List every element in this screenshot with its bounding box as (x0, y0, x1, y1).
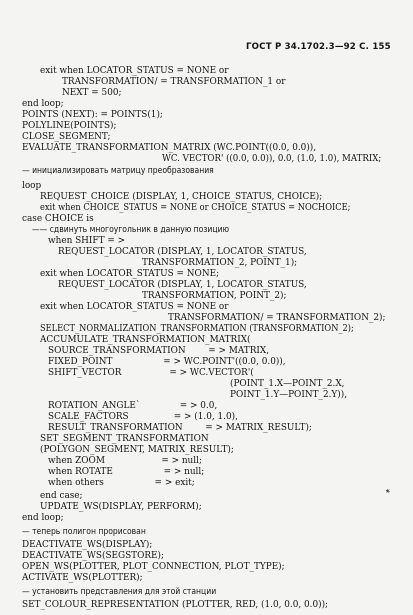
code-line: CLOSE_SEGMENT; (22, 132, 111, 142)
code-line: WC. VECTOR' ((0.0, 0.0)), 0.0, (1.0, 1.0), MATRIX; (162, 154, 382, 164)
comment-line: —— сдвинуть многоугольник в данную позицию (32, 225, 230, 235)
code-line: OPEN_WS(PLOTTER, PLOT_CONNECTION, PLOT_TYPE); (22, 562, 285, 572)
code-line: loop (22, 181, 42, 191)
code-line: when SHIFT = > (48, 236, 126, 246)
code-line: TRANSFORMATION/ = TRANSFORMATION_2); (168, 313, 386, 323)
code-line: FIXED_POINT = > WC.POINT'((0.0, 0.0)), (48, 357, 286, 367)
code-line: TRANSFORMATION/ = TRANSFORMATION_1 or (62, 77, 286, 87)
comment-line: — инициализировать матрицу преобразования (22, 166, 214, 176)
code-line: when others = > exit; (48, 478, 195, 488)
code-line: SCALE_FACTORS = > (1.0, 1.0), (48, 412, 238, 422)
code-line: REQUEST_LOCATOR (DISPLAY, 1, LOCATOR_STATUS, (58, 280, 307, 290)
code-line: exit when CHOICE_STATUS = NONE or CHOICE_STATUS = NOCHOICE; (40, 203, 351, 213)
code-line: exit when LOCATOR_STATUS = NONE; (40, 269, 220, 279)
code-line: ROTATION_ANGLE` = > 0.0, (48, 401, 218, 411)
code-line: end loop; (22, 99, 64, 109)
code-line: ACTIVATE_WS(PLOTTER); (22, 573, 143, 583)
code-line: DEACTIVATE_WS(DISPLAY); (22, 540, 153, 550)
code-line: POINT_1.Y—POINT_2.Y)), (230, 390, 348, 400)
code-line: exit when LOCATOR_STATUS = NONE or (40, 66, 229, 76)
code-line: UPDATE_WS(DISPLAY, PERFORM); (40, 502, 202, 512)
code-line: TRANSFORMATION_2, POINT_1); (142, 258, 298, 268)
code-line: SET_COLOUR_REPRESENTATION (PLOTTER, RED, (1.0, 0.0, 0.0)); (22, 600, 329, 610)
code-line: REQUEST_CHOICE (DISPLAY, 1, CHOICE_STATUS, CHOICE); (40, 192, 323, 202)
code-line: DEACTIVATE_WS(SEGSTORE); (22, 551, 164, 561)
page-header: ГОСТ Р 34.1702.3—92 С. 155 (246, 42, 391, 52)
code-line: SELECT_NORMALIZATION_TRANSFORMATION (TRANSFORMATION_2); (40, 324, 354, 334)
code-line: POINTS (NEXT): = POINTS(1); (22, 110, 163, 120)
code-line: case CHOICE is (22, 214, 94, 224)
code-line: end loop; (22, 513, 64, 523)
code-line: SHIFT_VECTOR = > WC.VECTOR'( (48, 368, 254, 378)
code-line: (POLYGON_SEGMENT, MATRIX_RESULT); (40, 445, 234, 455)
code-line: when ZOOM = > null; (48, 456, 202, 466)
code-line: TRANSFORMATION, POINT_2); (142, 291, 287, 301)
code-line: end case; (40, 491, 83, 501)
margin-mark: * (385, 486, 392, 498)
code-line: REQUEST_LOCATOR (DISPLAY, 1, LOCATOR_STATUS, (58, 247, 307, 257)
comment-line: — теперь полигон прорисован (22, 527, 146, 537)
code-line: NEXT = 500; (62, 88, 122, 98)
code-line: RESULT_TRANSFORMATION = > MATRIX_RESULT); (48, 423, 312, 433)
code-line: (POINT_1.X—POINT_2.X, (230, 379, 345, 389)
code-line: SET_SEGMENT_TRANSFORMATION (40, 434, 209, 444)
code-line: exit when LOCATOR_STATUS = NONE or (40, 302, 229, 312)
code-line: when ROTATE = > null; (48, 467, 205, 477)
comment-line: — установить представления для этой станции (22, 587, 217, 597)
code-line: POLYLINE(POINTS); (22, 121, 117, 131)
code-line: SOURCE_TRANSFORMATION = > MATRIX, (48, 346, 270, 356)
code-line: EVALUATE_TRANSFORMATION_MATRIX (WC.POINT((0.0, 0.0)), (22, 143, 317, 153)
code-line: ACCUMULATE_TRANSFORMATION_MATRIX( (40, 335, 251, 345)
